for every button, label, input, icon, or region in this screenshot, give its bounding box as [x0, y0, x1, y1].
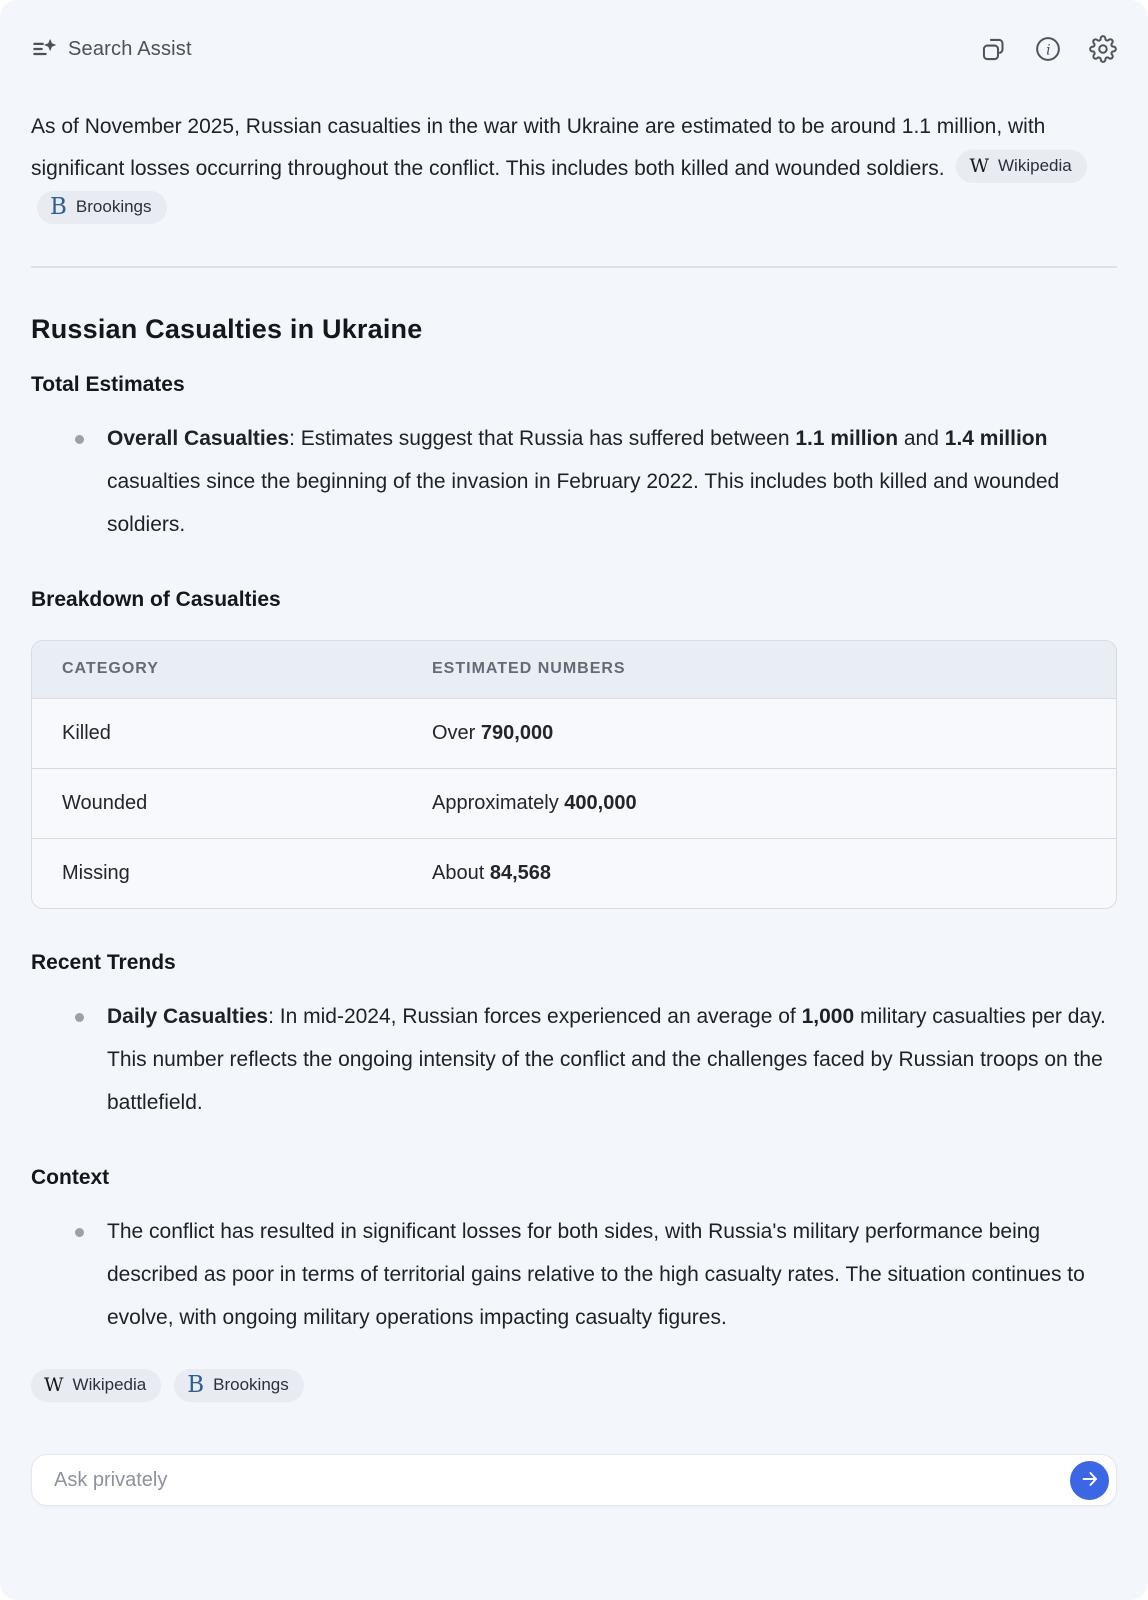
summary-text: As of November 2025, Russian casualties in the war with Ukraine are estimated to be around 1.1 million, with significant losses occurring throughout the conflict. This includes both killed and wounded soldiers.	[31, 115, 1046, 180]
wikipedia-logo-icon: W	[969, 155, 990, 177]
cell-category: Missing	[32, 838, 402, 908]
send-button[interactable]	[1070, 1461, 1109, 1500]
section-heading-recent-trends: Recent Trends	[31, 951, 176, 974]
info-button[interactable]	[1034, 35, 1062, 63]
ask-input[interactable]	[54, 1469, 1070, 1492]
page-title: Search Assist	[68, 37, 192, 60]
cell-value: Approximately 400,000	[402, 768, 1116, 838]
brookings-logo-icon: B	[187, 1372, 205, 1398]
header-actions	[979, 35, 1117, 63]
column-header-category: CATEGORY	[32, 641, 402, 698]
column-header-estimated-numbers: ESTIMATED NUMBERS	[402, 641, 1116, 698]
list-item: The conflict has resulted in significant losses for both sides, with Russia's military performance being described as poor in terms of territorial gains relative to the high casualty rates. The situation continues to evolve, with ongoing military operations impacting casualty figures.	[31, 1210, 1117, 1339]
table-row	[32, 838, 1116, 908]
gear-icon	[1089, 35, 1117, 63]
copy-icon	[980, 36, 1007, 63]
wikipedia-logo-icon: W	[44, 1374, 64, 1396]
list-item: Daily Casualties: In mid-2024, Russian forces experienced an average of 1,000 military casualties per day. This number reflects the ongoing intensity of the conflict and the challenges faced by Russian troops on the battlefield.	[31, 995, 1117, 1124]
sources-row	[31, 1369, 1117, 1402]
cell-category: Killed	[32, 698, 402, 768]
cell-category: Wounded	[32, 768, 402, 838]
article-title: Russian Casualties in Ukraine	[31, 314, 423, 344]
source-chip-label: Brookings	[75, 197, 152, 216]
table-row	[32, 768, 1116, 838]
divider	[31, 266, 1117, 268]
total-estimates-list	[31, 417, 1117, 546]
cell-value: Over 790,000	[402, 698, 1116, 768]
source-chip-label: Wikipedia	[72, 1375, 147, 1394]
summary-paragraph	[31, 106, 1117, 232]
section-heading-breakdown: Breakdown of Casualties	[31, 588, 281, 611]
copy-button[interactable]	[979, 35, 1007, 63]
source-chip-label: Brookings	[213, 1375, 289, 1394]
ask-bar	[31, 1454, 1117, 1506]
header-brand	[31, 36, 192, 63]
settings-button[interactable]	[1089, 35, 1117, 63]
svg-text:i: i	[1046, 42, 1051, 59]
casualties-table	[31, 640, 1117, 909]
source-chip-brookings[interactable]	[37, 191, 167, 224]
summarize-sparkle-icon	[31, 36, 58, 63]
source-chip-brookings[interactable]	[174, 1369, 304, 1402]
table-row	[32, 698, 1116, 768]
recent-trends-list	[31, 995, 1117, 1124]
section-heading-total-estimates: Total Estimates	[31, 373, 185, 396]
cell-value: About 84,568	[402, 838, 1116, 908]
source-chip-label: Wikipedia	[998, 156, 1072, 175]
source-chip-wikipedia[interactable]	[31, 1369, 161, 1402]
list-item: Overall Casualties: Estimates suggest that Russia has suffered between 1.1 million and 1.4 million casualties since the beginning of the invasion in February 2022. This includes both killed and wounded soldiers.	[31, 417, 1117, 546]
header	[31, 30, 1117, 68]
table-header-row	[32, 641, 1116, 698]
arrow-right-icon	[1079, 1468, 1101, 1493]
info-icon	[1034, 35, 1062, 63]
context-list	[31, 1210, 1117, 1339]
source-chip-wikipedia[interactable]	[956, 150, 1086, 183]
section-heading-context: Context	[31, 1166, 110, 1189]
brookings-logo-icon: B	[50, 194, 67, 220]
